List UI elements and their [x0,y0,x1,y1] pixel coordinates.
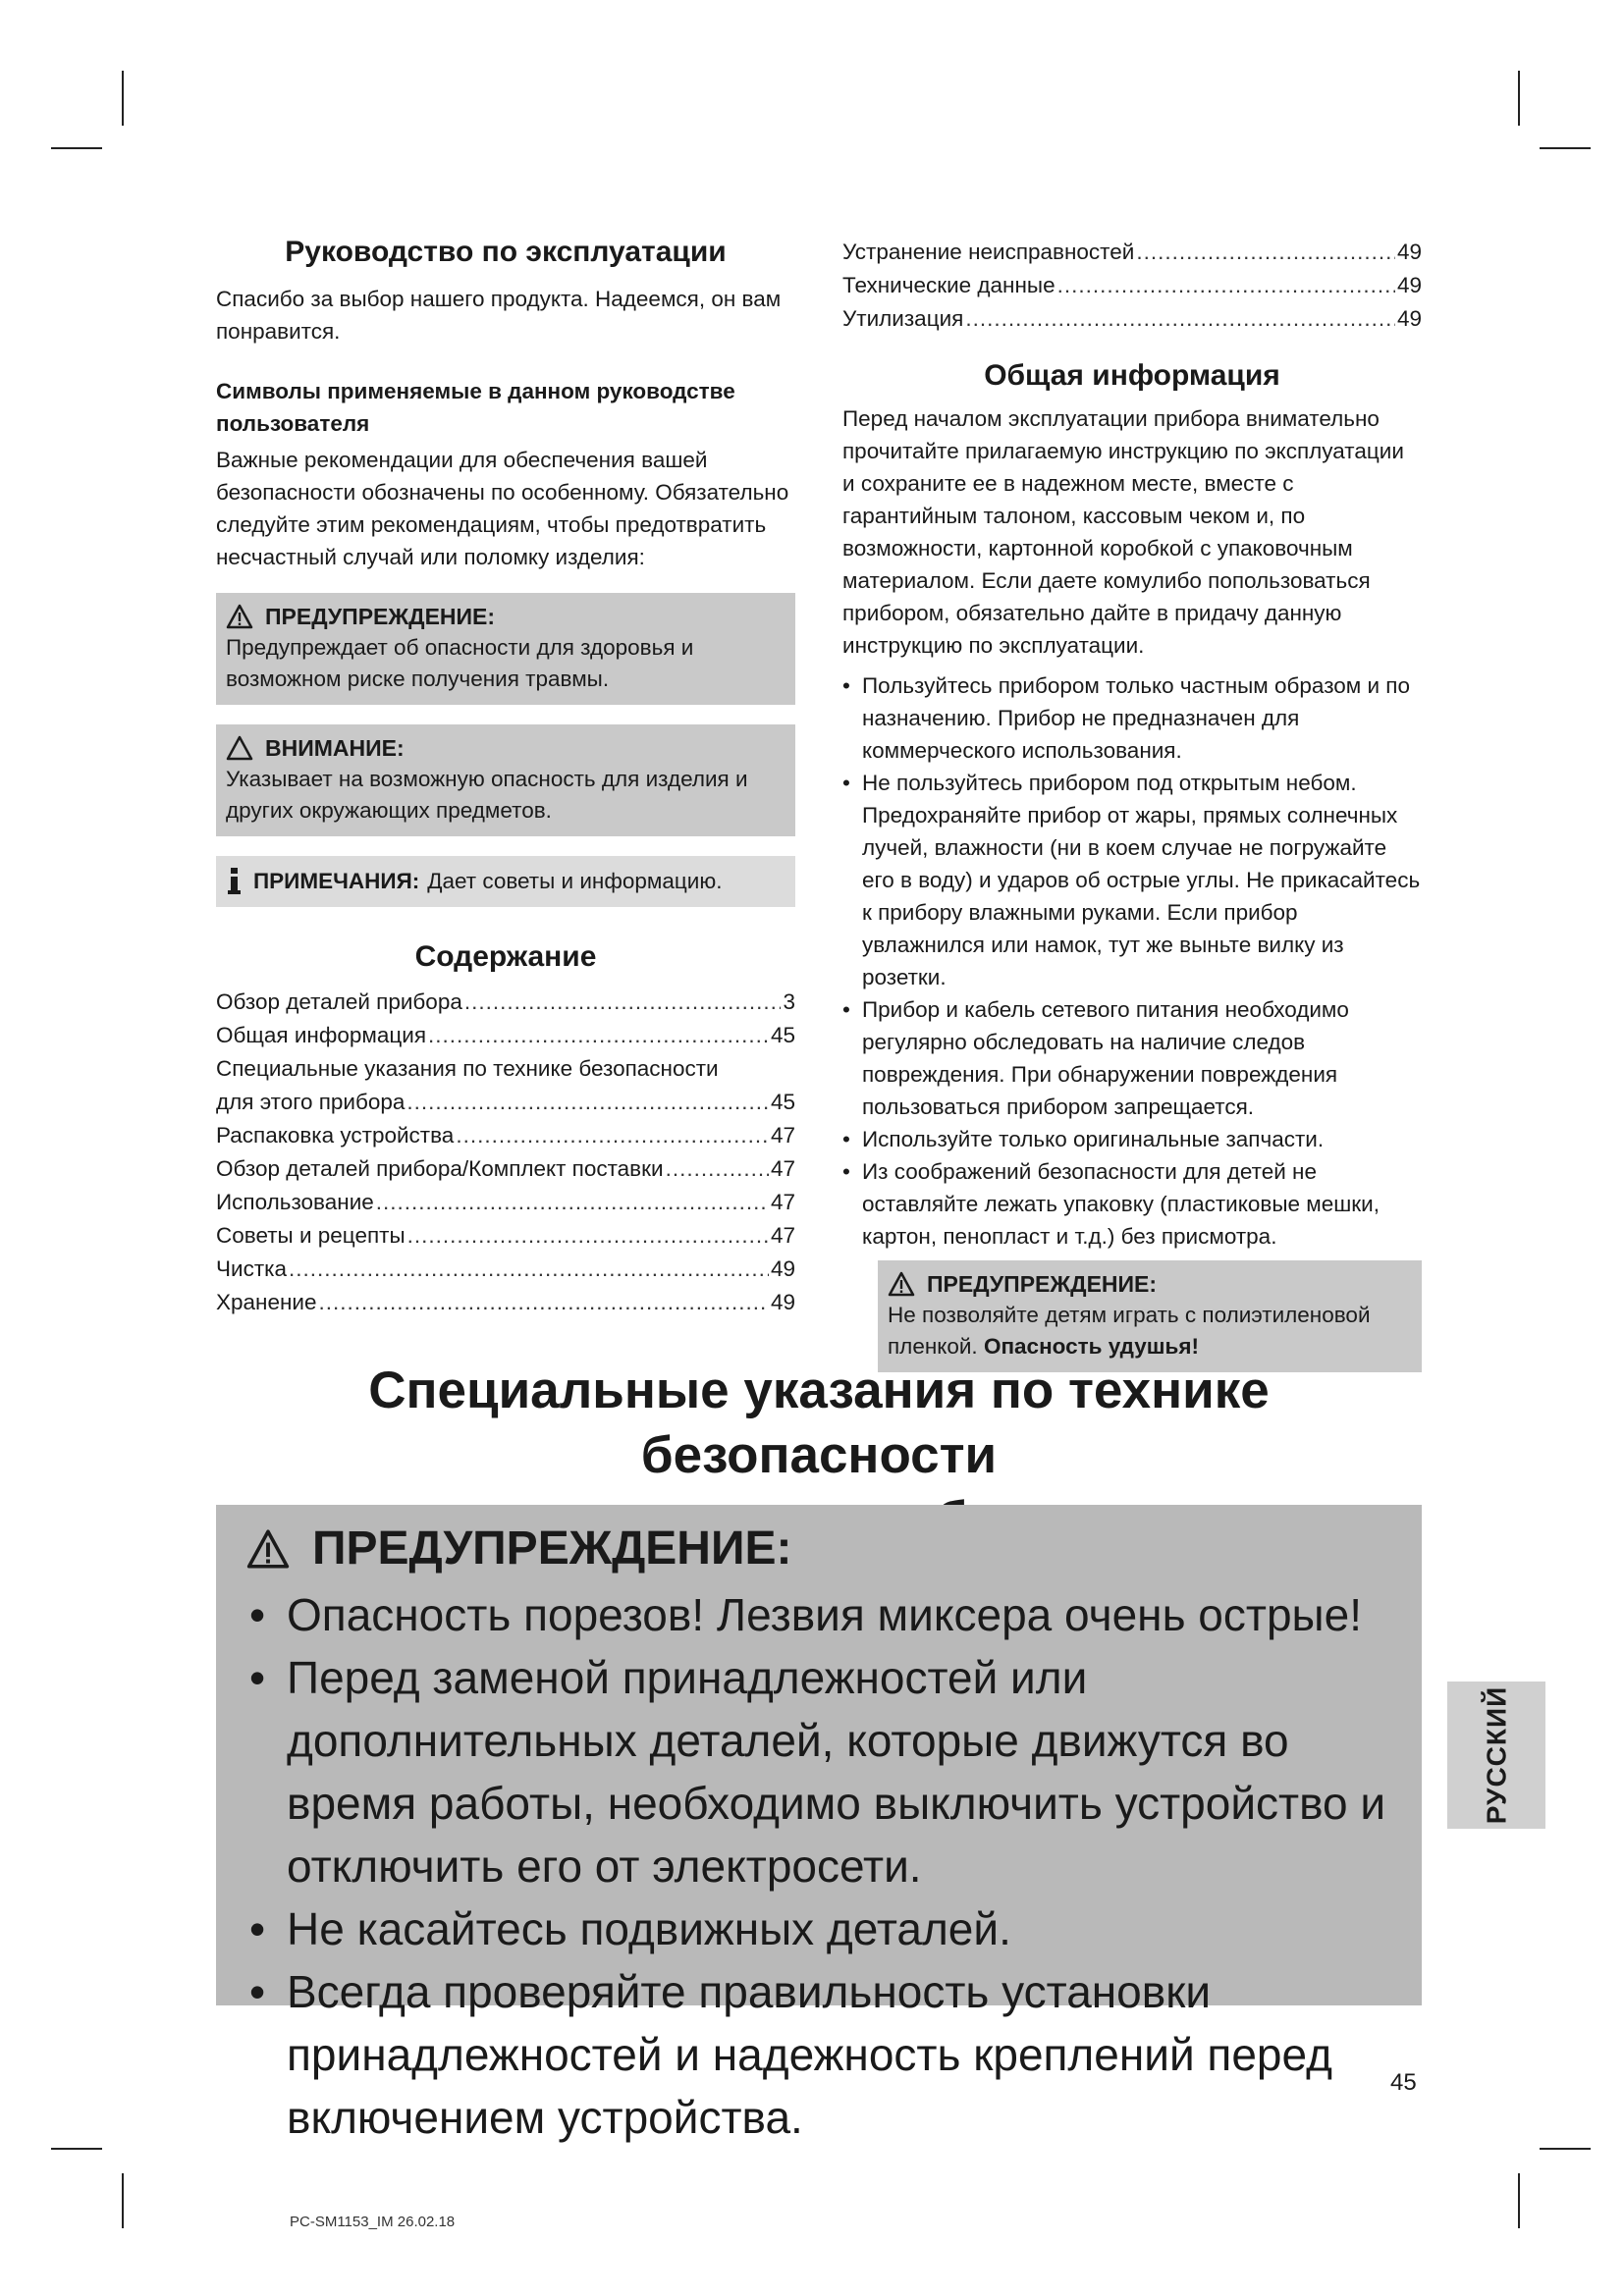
toc-item[interactable]: для этого прибора ..... 45 [216,1086,795,1119]
caution-box [216,724,795,836]
safety-section-title: Специальные указания по технике безопасности [368,1362,1270,1484]
info-icon [226,868,242,895]
safety-bullets [232,1583,1406,2149]
bullet-item: • Не пользуйтесь прибором под открытым небом. Предохраняйте прибор от жары, прямых солнечных лучей, влажности (ни в коем случае не погружайте его в воду) и ударов об острые углы. Не прикасайтесь к прибору влажными руками. Если прибор увлажнился или намок, тут же выньте вилку из розетки. [842,767,1422,993]
manual-title: Руководство по эксплуатации [285,236,727,268]
left-column [216,236,795,1319]
crop-mark [1540,2148,1591,2150]
right-column [842,236,1422,1372]
bullet-item: • Прибор и кабель сетевого питания необходимо регулярно обследовать на наличие следов повреждения. При обнаружении повреждения пользоваться прибором запрещается. [842,993,1422,1123]
safety-bullet: • Не касайтесь подвижных деталей. [232,1897,1406,1960]
symbols-text: Важные рекомендации для обеспечения вашей безопасности обозначены по особенному. Обязательно следуйте этим рекомендациям, чтобы предотвратить несчастный случай или поломку изделия: [216,448,789,569]
warning-box [216,593,795,705]
notes-title: ПРИМЕЧАНИЯ: [253,869,420,893]
toc-item[interactable]: Хранение ..... 49 [216,1286,795,1319]
intro-text: Спасибо за выбор нашего продукта. Надеемся, он вам понравится. [216,287,782,344]
contents-title: Содержание [414,940,597,973]
general-bullets [842,669,1422,1253]
table-of-contents-continued [842,236,1422,336]
language-tab: РУССКИЙ [1447,1682,1545,1829]
safety-warning-title: ПРЕДУПРЕЖДЕНИЕ: [312,1522,792,1575]
toc-item[interactable]: Технические данные ..... 49 [842,269,1422,302]
toc-item[interactable]: Использование ..... 47 [216,1186,795,1219]
crop-mark [51,2148,102,2150]
toc-item[interactable]: Утилизация ..... 49 [842,302,1422,336]
symbols-heading: Символы применяемые в данном руководстве пользователя [216,379,735,436]
crop-mark [122,2173,124,2228]
safety-bullet: • Перед заменой принадлежностей или дополнительных деталей, которые движутся во время работы, необходимо выключить устройство и отключить его от электросети. [232,1646,1406,1897]
warning-text: Предупреждает об опасности для здоровья и возможном риске получения травмы. [226,635,694,691]
crop-mark [1518,2173,1520,2228]
general-info-text: Перед началом эксплуатации прибора внимательно прочитайте прилагаемую инструкцию по эксплуатации и сохраните ее в надежном месте, вместе с гарантийным талоном, кассовым чеком и, по возможности, картонной коробкой с упаковочным материалом. Если даете комулибо попользоваться прибором, обязательно дайте в придачу данную инструкцию по эксплуатации. [842,406,1404,658]
toc-item[interactable]: Обзор деталей прибора ..... 3 [216,986,795,1019]
warning-triangle-icon [226,604,253,629]
toc-item[interactable]: Общая информация ..... 45 [216,1019,795,1052]
crop-mark [51,147,102,149]
bullet-item: • Используйте только оригинальные запчасти. [842,1123,1422,1155]
crop-mark [1518,71,1520,126]
caution-text: Указывает на возможную опасность для изделия и других окружающих предметов. [226,767,748,823]
crop-mark [1540,147,1591,149]
toc-item[interactable]: Устранение неисправностей ..... 49 [842,236,1422,269]
child-warning-title: ПРЕДУПРЕЖДЕНИЕ: [927,1271,1158,1297]
footer-code: PC-SM1153_IM 26.02.18 [290,2214,456,2230]
toc-item[interactable]: Советы и рецепты ..... 47 [216,1219,795,1253]
child-warning-text: Не позволяйте детям играть с полиэтиленовой пленкой. [888,1303,1371,1359]
toc-item[interactable]: Обзор деталей прибора/Комплект поставки ..... 47 [216,1152,795,1186]
crop-mark [122,71,124,126]
caution-title: ВНИМАНИЕ: [265,735,405,761]
toc-item[interactable]: Чистка ..... 49 [216,1253,795,1286]
notes-text: Дает советы и информацию. [427,869,723,893]
page-number: 45 [1390,2069,1417,2096]
bullet-item: • Пользуйтесь прибором только частным образом и по назначению. Прибор не предназначен для коммерческого использования. [842,669,1422,767]
child-warning-box [878,1260,1422,1372]
warning-title: ПРЕДУПРЕЖДЕНИЕ: [265,604,496,629]
child-warning-bold: Опасность удушья! [983,1334,1199,1359]
safety-bullet: • Всегда проверяйте правильность установки принадлежностей и надежность креплений перед включением устройства. [232,1960,1406,2149]
table-of-contents [216,986,795,1319]
notes-box [216,856,795,907]
bullet-item: • Из соображений безопасности для детей не оставляйте лежать упаковку (пластиковые мешки, картон, пенопласт и т.д.) без присмотра. [842,1155,1422,1253]
caution-triangle-icon [226,735,253,761]
toc-item[interactable]: Распаковка устройства ..... 47 [216,1119,795,1152]
toc-item-line1[interactable]: Специальные указания по технике безопасности [216,1056,719,1081]
warning-triangle-icon [245,1528,291,1570]
warning-triangle-icon [888,1271,915,1297]
general-info-title: Общая информация [984,359,1280,392]
safety-bullet: • Опасность порезов! Лезвия миксера очень острые! [232,1583,1406,1646]
